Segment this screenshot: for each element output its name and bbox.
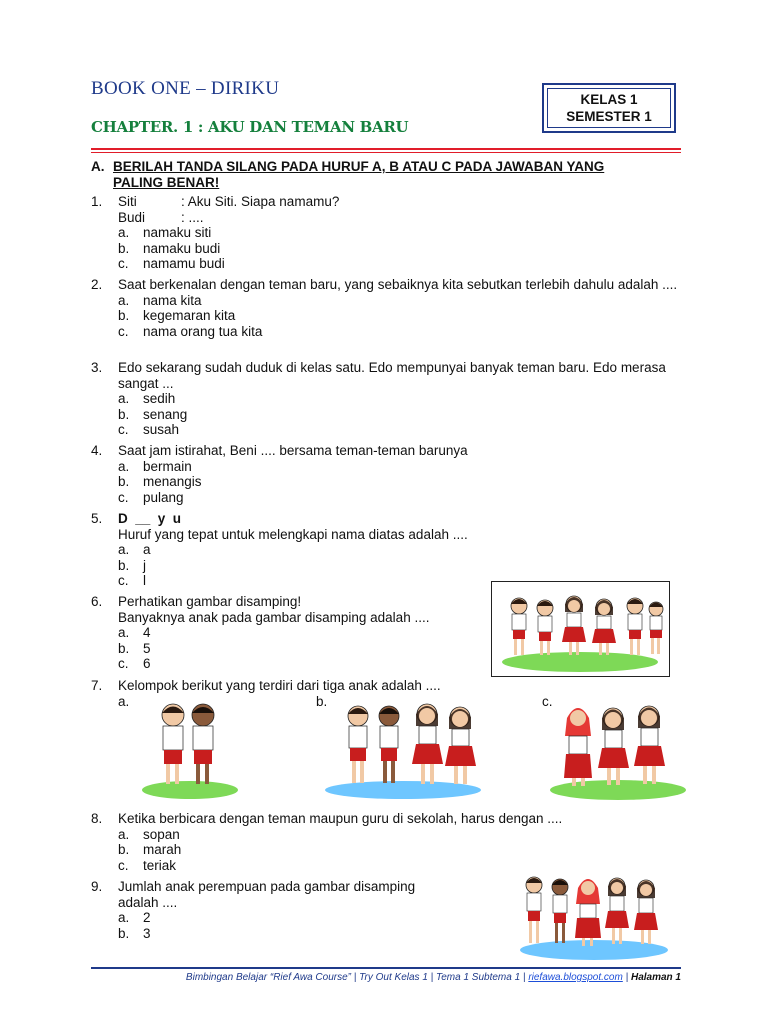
five-children-illustration (518, 870, 670, 962)
answer-option[interactable]: c. 6 (118, 656, 151, 672)
question-number: 2. (91, 277, 103, 292)
answer-option[interactable]: a. bermain (118, 458, 192, 474)
question-text: Saat berkenalan dengan teman baru, yang sebaiknya kita sebutkan terlebih dahulu adalah .... (118, 277, 678, 292)
answer-option[interactable]: a. namaku siti (118, 225, 212, 241)
answer-option[interactable]: c. teriak (118, 857, 177, 873)
answer-option[interactable]: a. 4 (118, 625, 151, 641)
answer-option[interactable]: c. namamu budi (118, 256, 225, 272)
question-number: 9. (91, 879, 103, 894)
footer-separator: | (622, 972, 631, 983)
answer-option[interactable]: c. susah (118, 422, 180, 438)
question-number: 6. (91, 594, 103, 609)
header-divider-thin (91, 152, 681, 153)
chapter-title: CHAPTER. 1 : AKU DAN TEMAN BARU (91, 118, 409, 136)
dialog-line: : Aku Siti. Siapa namamu? (181, 194, 340, 209)
footer-divider (91, 967, 681, 969)
choice-label-a[interactable]: a. (118, 694, 130, 709)
answer-option[interactable]: c. l (118, 573, 146, 589)
answer-option[interactable]: b. j (118, 557, 146, 573)
question-text: adalah .... (118, 894, 178, 910)
answer-option[interactable]: b. kegemaran kita (118, 308, 236, 324)
question-text: Ketika berbicara dengan teman maupun guru di sekolah, harus dengan .... (118, 811, 563, 826)
choice-label-c[interactable]: c. (542, 694, 553, 709)
answer-option[interactable]: a. nama kita (118, 292, 202, 308)
question-number: 5. (91, 511, 103, 526)
answer-option[interactable]: b. menangis (118, 474, 202, 490)
answer-option[interactable]: b. marah (118, 842, 182, 858)
answer-option[interactable]: b. 3 (118, 925, 151, 941)
speaker-name: Budi (118, 209, 146, 225)
question-number: 7. (91, 678, 103, 693)
semester-label: SEMESTER 1 (566, 109, 652, 124)
dialog-line: : .... (181, 209, 204, 225)
question-text: Banyaknya anak pada gambar disamping adalah .... (118, 609, 430, 625)
section-label: A. (91, 159, 105, 174)
question-number: 4. (91, 443, 103, 458)
page-footer (91, 972, 681, 983)
question-text: Saat jam istirahat, Beni .... bersama teman-teman barunya (118, 443, 468, 458)
answer-option[interactable]: a. sedih (118, 391, 176, 407)
question-text: Jumlah anak perempuan pada gambar disamping (118, 879, 416, 894)
answer-option[interactable]: a. sopan (118, 826, 180, 842)
class-label: KELAS 1 (580, 92, 638, 107)
incomplete-name: D __ y u (118, 511, 182, 526)
footer-text: Bimbingan Belajar “Rief Awa Course” | Try Out Kelas 1 | Tema 1 Subtema 1 | (185, 972, 529, 983)
answer-option[interactable]: b. 5 (118, 640, 151, 656)
question-number: 8. (91, 811, 103, 826)
class-semester-box (542, 83, 676, 133)
choice-label-b[interactable]: b. (316, 694, 328, 709)
footer-link[interactable]: riefawa.blogspot.com (528, 972, 623, 983)
question-number: 3. (91, 360, 103, 375)
question-number: 1. (91, 194, 103, 209)
question-text: Perhatikan gambar disamping! (118, 594, 302, 609)
question-text: Edo sekarang sudah duduk di kelas satu. Edo mempunyai banyak teman baru. Edo merasa sangat ... (118, 360, 666, 391)
answer-option[interactable]: c. pulang (118, 489, 184, 505)
section-instruction-text: BERILAH TANDA SILANG PADA HURUF A, B ATAU C PADA JAWABAN YANG PALING BENAR! (113, 159, 605, 190)
group-a-illustration (140, 698, 240, 803)
header-divider (91, 148, 681, 150)
answer-option[interactable]: b. namaku budi (118, 240, 221, 256)
group-b-illustration (323, 696, 483, 802)
question-text: Kelompok berikut yang terdiri dari tiga anak adalah .... (118, 678, 441, 693)
answer-option[interactable]: a. a (118, 542, 151, 558)
speaker-name: Siti (118, 194, 137, 209)
question-text: Huruf yang tepat untuk melengkapi nama diatas adalah .... (118, 526, 468, 542)
group-c-illustration (546, 696, 688, 802)
answer-option[interactable]: b. senang (118, 406, 188, 422)
answer-option[interactable]: a. 2 (118, 910, 151, 926)
page-number: Halaman 1 (630, 972, 681, 983)
answer-option[interactable]: c. nama orang tua kita (118, 323, 263, 339)
six-children-illustration (491, 581, 670, 677)
book-title: BOOK ONE – DIRIKU (91, 78, 280, 99)
